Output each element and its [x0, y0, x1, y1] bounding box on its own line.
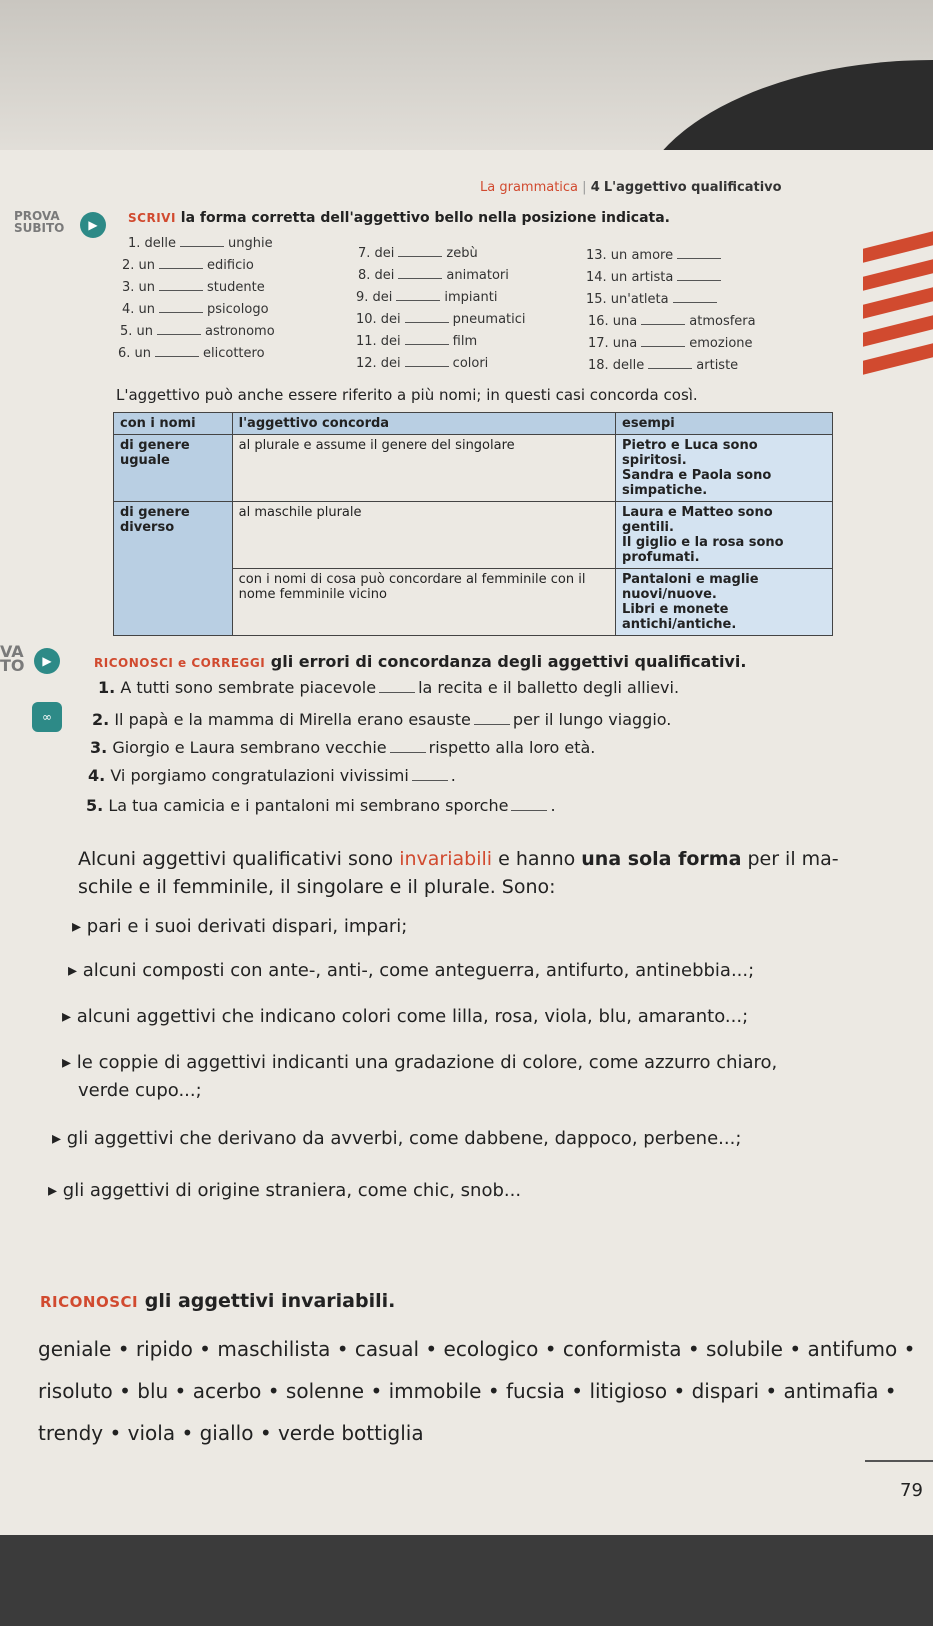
table-example: Pietro e Luca sono spiritosi. [622, 438, 758, 468]
list-item: ▸ gli aggettivi che derivano da avverbi, come dabbene, dappoco, perbene...; [52, 1128, 742, 1149]
exercise2-sentence: 4. Vi porgiamo congratulazioni vivissimi . [88, 766, 456, 785]
list-item: ▸ pari e i suoi derivati dispari, impari; [72, 916, 408, 937]
badge-line2: SUBITO [14, 221, 65, 235]
list-item: ▸ alcuni aggettivi che indicano colori come lilla, rosa, viola, blu, amaranto...; [62, 1006, 749, 1027]
answer-blank[interactable] [398, 256, 442, 257]
exercise3-keyword: RICONOSCI [40, 1293, 139, 1311]
answer-blank[interactable] [390, 752, 426, 753]
prova-subito-badge [0, 642, 25, 675]
link-icon: ∞ [32, 702, 62, 732]
answer-blank[interactable] [157, 334, 201, 335]
word-list-line: risoluto • blu • acerbo • solenne • immobile • fucsia • litigioso • dispari • antimafia • [38, 1379, 897, 1403]
exercise2-sentence: 3. Giorgio e Laura sembrano vecchie rispetto alla loro età. [90, 738, 596, 757]
exercise-item: 12. dei colori [356, 356, 489, 371]
table-row-label: di genere diverso [114, 502, 233, 636]
exercise2-text: gli errori di concordanza degli aggettivi qualificativi. [270, 652, 747, 671]
table-example: Pantaloni e maglie nuovi/nuove. [622, 572, 759, 602]
table-header: esempi [616, 413, 833, 435]
exercise-item: 16. una atmosfera [588, 314, 756, 329]
answer-blank[interactable] [159, 290, 203, 291]
play-icon: ▶ [80, 212, 106, 238]
badge-line1: PROVA [14, 209, 60, 223]
exercise2-keyword: RICONOSCI e CORREGGI [94, 656, 266, 670]
table-cell [616, 435, 833, 502]
answer-blank[interactable] [641, 324, 685, 325]
page-number: 79 [900, 1480, 923, 1501]
prova-subito-badge [14, 210, 64, 234]
answer-blank[interactable] [159, 268, 203, 269]
table-example: Libri e monete antichi/antiche. [622, 602, 737, 632]
answer-blank[interactable] [511, 810, 547, 811]
exercise-item: 18. delle artiste [588, 358, 739, 373]
answer-blank[interactable] [396, 300, 440, 301]
exercise-item: 11. dei film [356, 334, 478, 349]
answer-blank[interactable] [398, 278, 442, 279]
exercise-item: 17. una emozione [588, 336, 753, 351]
badge-line1: VA [0, 642, 24, 661]
invariabili-paragraph: Alcuni aggettivi qualificativi sono invariabili e hanno una sola forma per il ma- schile e il femminile, il singolare e il plurale. Sono: [78, 848, 839, 898]
table-cell: con i nomi di cosa può concordare al femminile con il nome femminile vicino [232, 569, 615, 636]
page-header: La grammatica | 4 L'aggettivo qualificativo [480, 180, 782, 195]
header-title: L'aggettivo qualificativo [603, 180, 782, 195]
exercise3-text: gli aggettivi invariabili. [144, 1290, 396, 1312]
word-list-line: trendy • viola • giallo • verde bottiglia [38, 1421, 424, 1445]
answer-blank[interactable] [673, 302, 717, 303]
answer-blank[interactable] [405, 344, 449, 345]
exercise-item: 6. un elicottero [118, 346, 265, 361]
table-example: Sandra e Paola sono simpatiche. [622, 468, 772, 498]
answer-blank[interactable] [474, 724, 510, 725]
answer-blank[interactable] [379, 692, 415, 693]
answer-blank[interactable] [677, 280, 721, 281]
exercise2-sentence: 5. La tua camicia e i pantaloni mi sembrano sporche . [86, 796, 556, 815]
answer-blank[interactable] [648, 368, 692, 369]
exercise1-instruction [128, 210, 670, 226]
divider [865, 1460, 933, 1462]
exercise-item: 3. un studente [122, 280, 265, 295]
table-intro: L'aggettivo può anche essere riferito a più nomi; in questi casi concorda così. [116, 386, 698, 404]
exercise2-instruction [94, 652, 746, 671]
list-item: ▸ le coppie di aggettivi indicanti una gradazione di colore, come azzurro chiaro, [62, 1052, 778, 1073]
badge-line2: TO [0, 656, 25, 675]
header-chapter: 4 [590, 180, 600, 195]
answer-blank[interactable] [677, 258, 721, 259]
word-list [38, 1328, 915, 1454]
table-cell [616, 569, 833, 636]
exercise-item: 9. dei impianti [356, 290, 498, 305]
exercise-item: 8. dei animatori [358, 268, 509, 283]
exercise-item: 2. un edificio [122, 258, 254, 273]
answer-blank[interactable] [412, 780, 448, 781]
exercise-item: 10. dei pneumatici [356, 312, 526, 327]
header-section: La grammatica [480, 180, 579, 195]
exercise-item: 14. un artista [586, 270, 725, 285]
exercise-item: 1. delle unghie [128, 236, 273, 251]
table-cell: al maschile plurale [232, 502, 615, 569]
list-item: ▸ gli aggettivi di origine straniera, come chic, snob... [48, 1180, 522, 1201]
answer-blank[interactable] [405, 366, 449, 367]
table-row-label: di genere uguale [114, 435, 233, 502]
agreement-table [113, 412, 833, 636]
answer-blank[interactable] [405, 322, 449, 323]
exercise3-instruction [40, 1290, 395, 1312]
table-header: con i nomi [114, 413, 233, 435]
list-item: ▸ alcuni composti con ante-, anti-, come anteguerra, antifurto, antinebbia...; [68, 960, 755, 981]
answer-blank[interactable] [155, 356, 199, 357]
table-example: Laura e Matteo sono gentili. [622, 505, 773, 535]
answer-blank[interactable] [180, 246, 224, 247]
answer-blank[interactable] [159, 312, 203, 313]
exercise2-sentence: 1. A tutti sono sembrate piacevole la recita e il balletto degli allievi. [98, 678, 680, 697]
exercise1-keyword: SCRIVI [128, 211, 176, 225]
answer-blank[interactable] [641, 346, 685, 347]
table-cell [616, 502, 833, 569]
word-list-line: geniale • ripido • maschilista • casual • ecologico • conformista • solubile • antifumo • [38, 1337, 916, 1361]
table-header: l'aggettivo concorda [232, 413, 615, 435]
photo-background-bottom [0, 1535, 933, 1626]
table-example: Il giglio e la rosa sono profumati. [622, 535, 784, 565]
exercise-item: 15. un'atleta [586, 292, 721, 307]
exercise-item: 7. dei zebù [358, 246, 478, 261]
exercise-item: 4. un psicologo [122, 302, 269, 317]
exercise-item: 5. un astronomo [120, 324, 275, 339]
play-icon: ▶ [34, 648, 60, 674]
exercise2-sentence: 2. Il papà e la mamma di Mirella erano esauste per il lungo viaggio. [92, 710, 672, 729]
exercise-item: 13. un amore [586, 248, 725, 263]
list-item-continuation: verde cupo...; [78, 1080, 202, 1101]
table-cell: al plurale e assume il genere del singolare [232, 435, 615, 502]
exercise1-text: la forma corretta dell'aggettivo bello nella posizione indicata. [180, 210, 670, 226]
